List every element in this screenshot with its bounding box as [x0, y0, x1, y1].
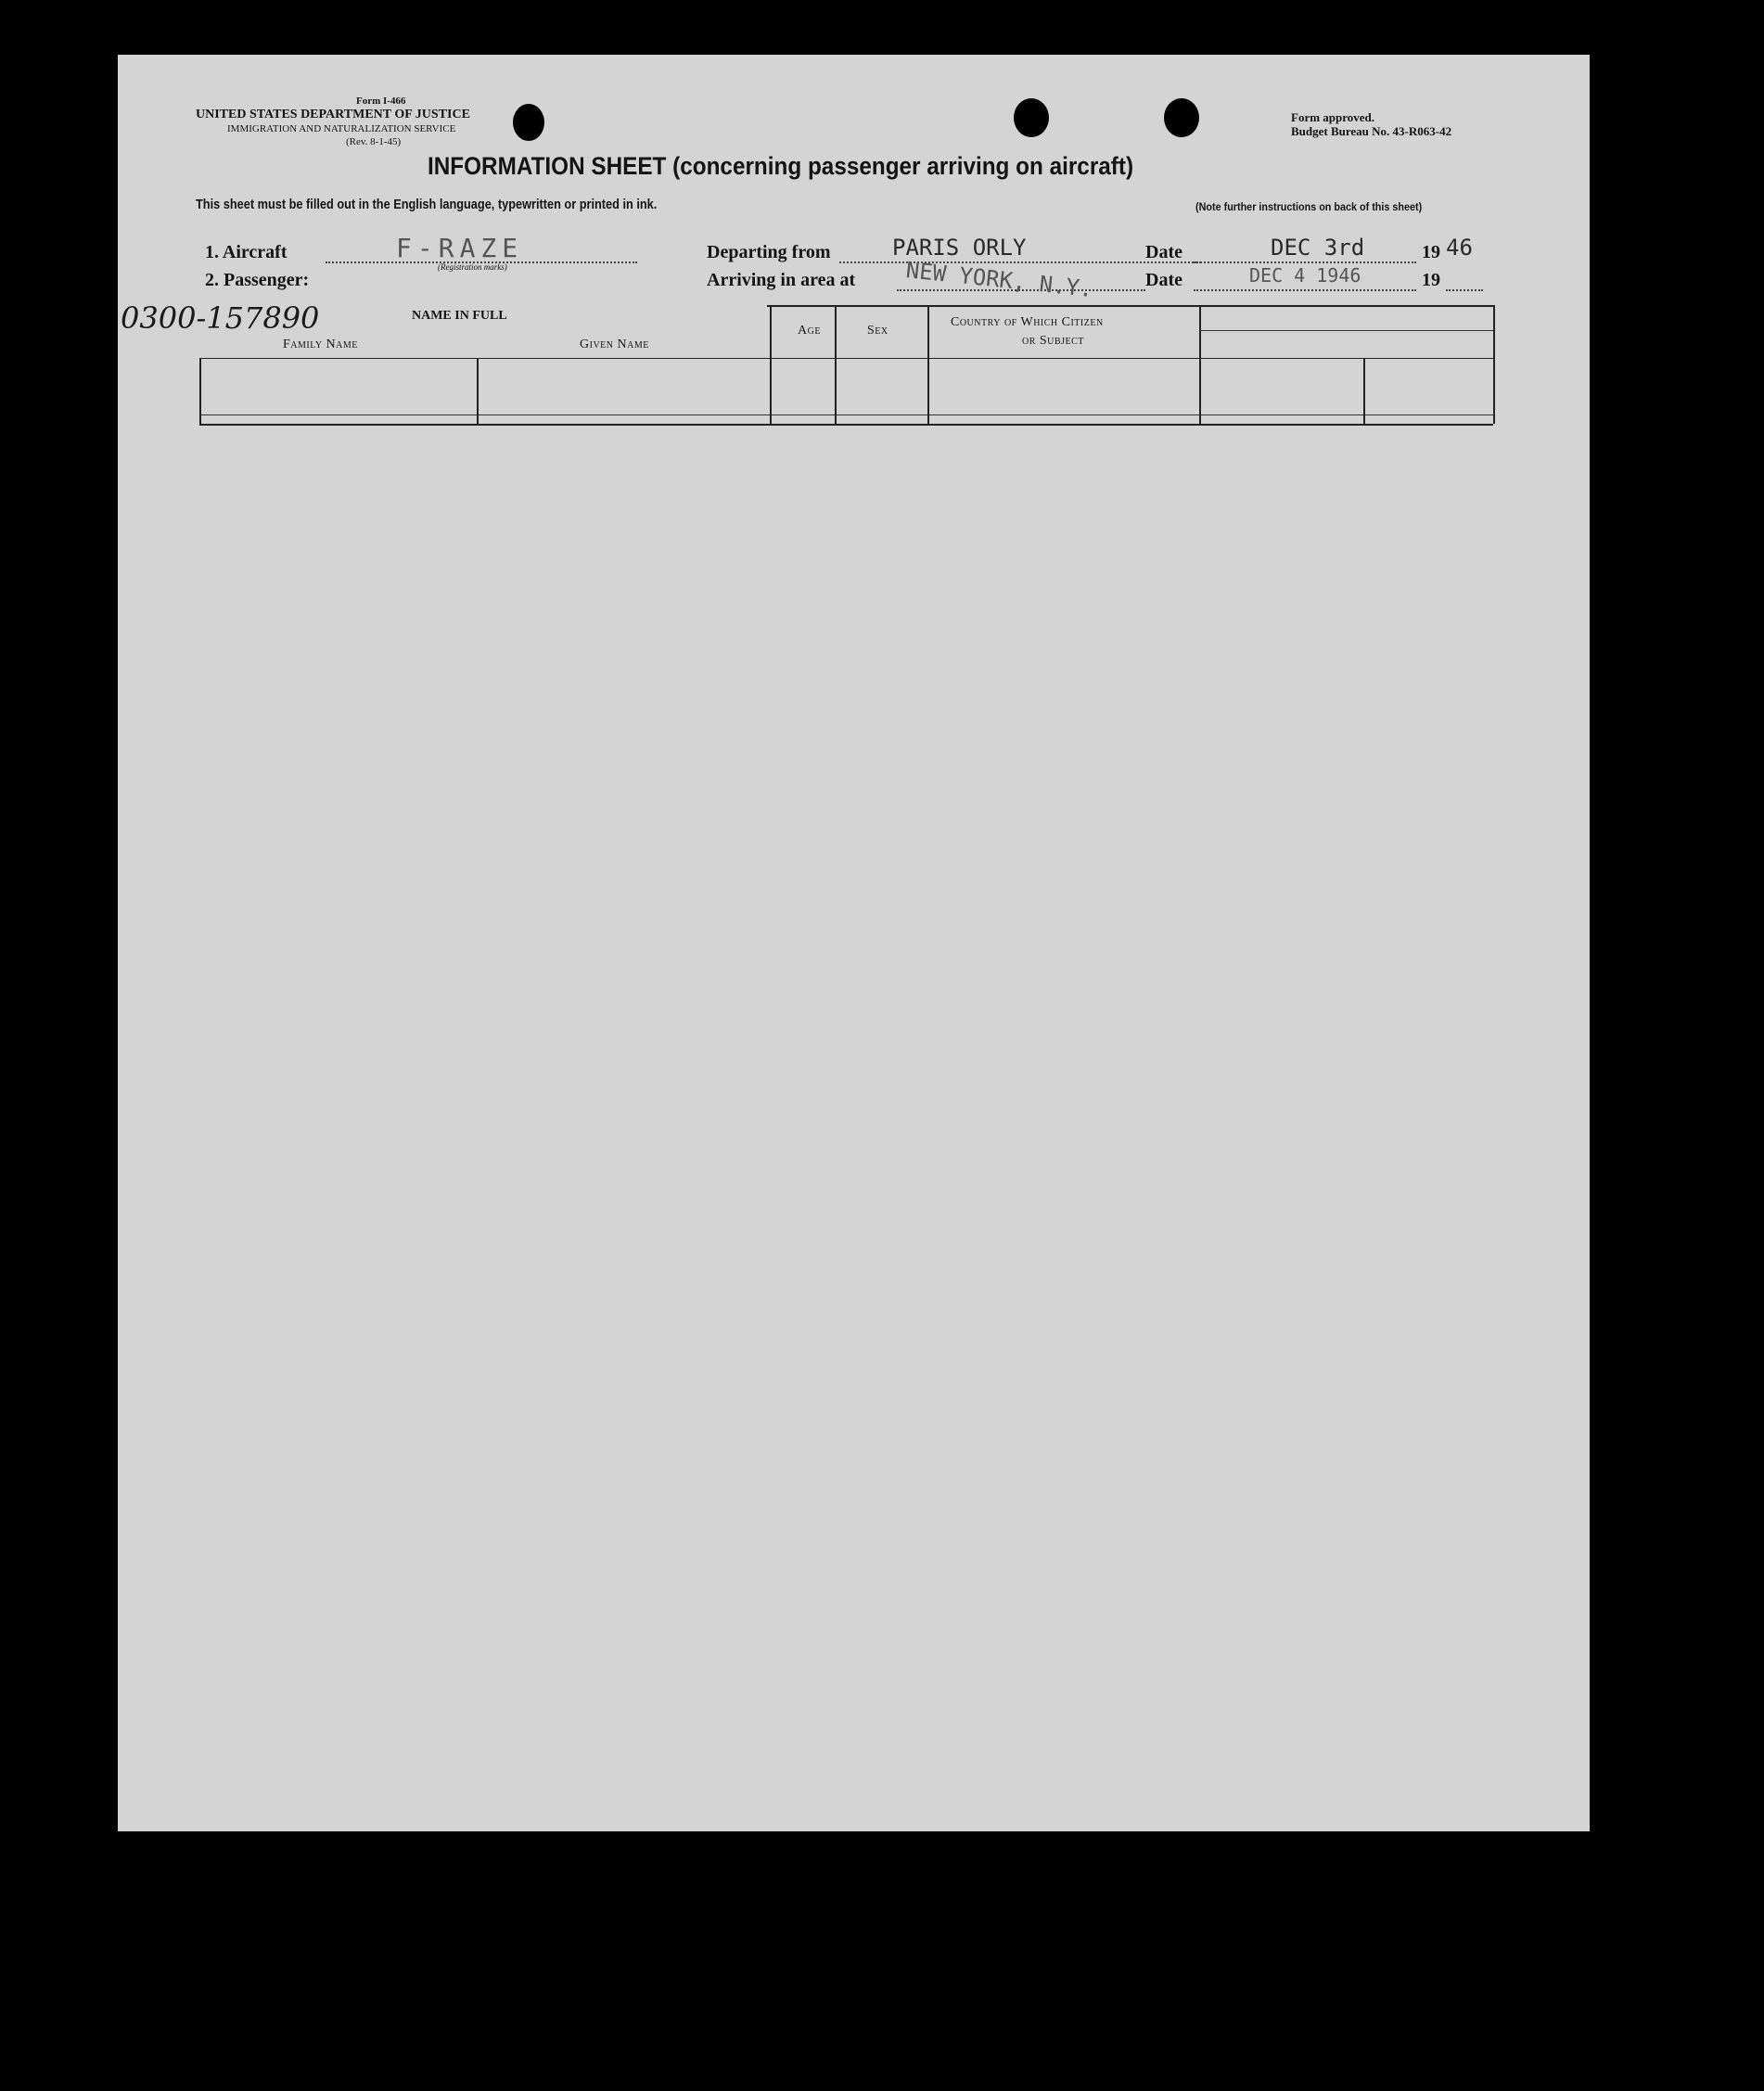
- passenger-label: 2. Passenger:: [205, 270, 310, 290]
- form-instruction: This sheet must be filled out in the English language, typewritten or printed in ink.: [196, 197, 658, 212]
- arriving-value: NEW YORK, N.Y.: [904, 257, 1094, 303]
- sex-header: Sex: [867, 324, 888, 338]
- form-approved: Form approved.: [1291, 110, 1375, 124]
- departing-year: 46: [1446, 235, 1473, 261]
- family-name-header: Family Name: [283, 338, 358, 351]
- departing-year-prefix: 19: [1422, 242, 1440, 262]
- given-name-header: Given Name: [580, 338, 649, 351]
- punch-hole-left: [513, 104, 544, 141]
- country-header-line2: or Subject: [1022, 334, 1084, 348]
- aircraft-label: 1. Aircraft: [205, 242, 288, 262]
- departing-value: PARIS ORLY: [892, 235, 1027, 261]
- passenger-file-number: 0300-157890: [121, 300, 320, 336]
- departing-date-label: Date: [1145, 242, 1182, 262]
- registration-caption: (Registration marks): [438, 262, 507, 272]
- budget-bureau-no: Budget Bureau No. 43-R063-42: [1291, 124, 1452, 138]
- information-sheet-form: [118, 55, 1590, 1831]
- punch-hole-center: [1014, 98, 1049, 137]
- age-header: Age: [798, 324, 821, 338]
- department-line: UNITED STATES DEPARTMENT OF JUSTICE: [196, 108, 470, 121]
- punch-hole-right: [1164, 98, 1199, 137]
- aircraft-value: F-RAZE: [396, 233, 524, 263]
- revision-date: (Rev. 8-1-45): [346, 136, 402, 147]
- arriving-year-prefix: 19: [1422, 270, 1440, 290]
- form-note: (Note further instructions on back of this sheet): [1195, 200, 1423, 213]
- form-number: Form I-466: [356, 96, 406, 107]
- form-title: INFORMATION SHEET (concerning passenger arriving on aircraft): [428, 152, 1134, 180]
- departing-date: DEC 3rd: [1271, 235, 1365, 261]
- country-header-line1: Country of Which Citizen: [951, 315, 1104, 329]
- service-line: IMMIGRATION AND NATURALIZATION SERVICE: [227, 123, 456, 134]
- arriving-date-label: Date: [1145, 270, 1182, 290]
- arriving-date: DEC 4 1946: [1249, 264, 1361, 287]
- departing-label: Departing from: [707, 242, 831, 262]
- name-in-full-label: NAME IN FULL: [412, 309, 507, 323]
- arriving-label: Arriving in area at: [707, 270, 856, 290]
